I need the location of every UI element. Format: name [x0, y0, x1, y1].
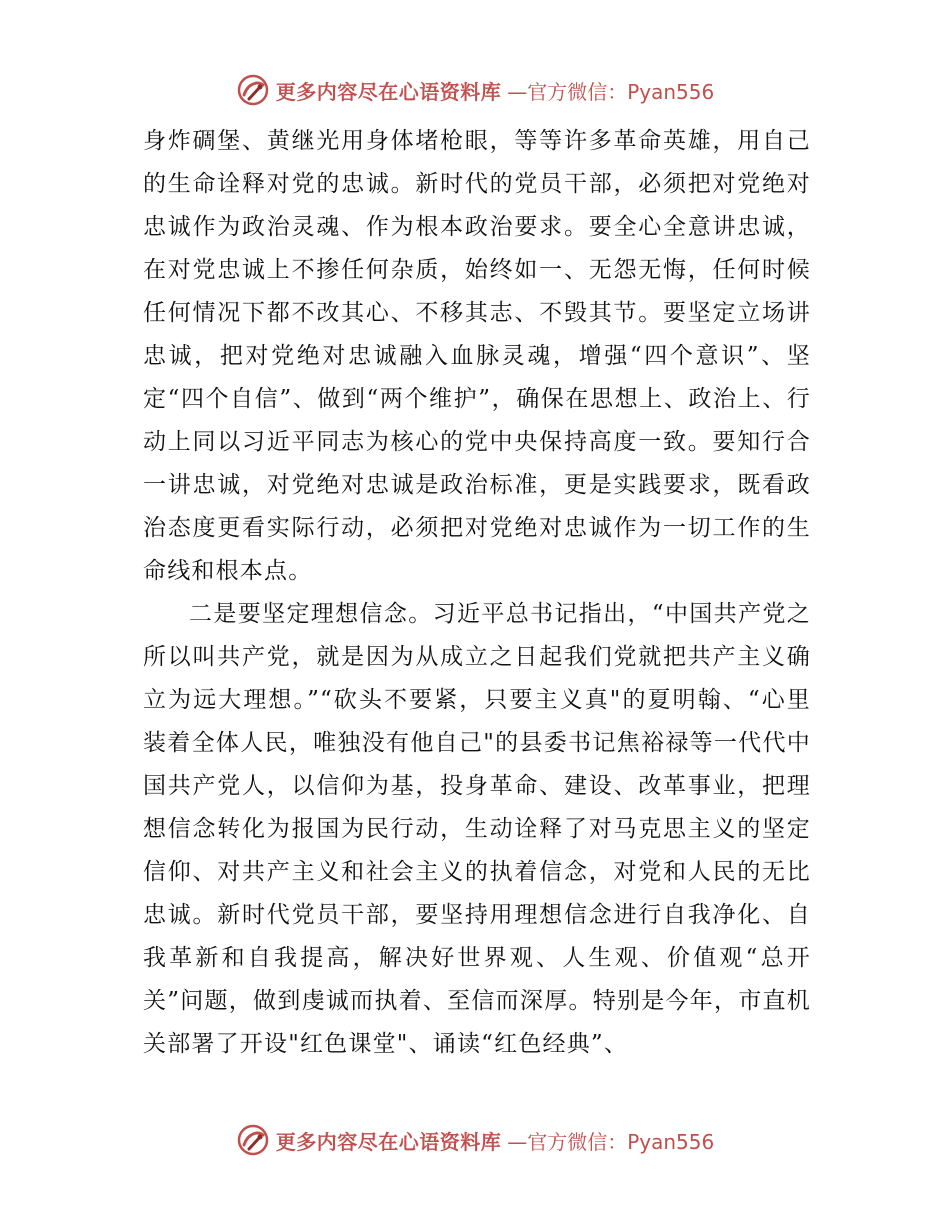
header-contact-text: —官方微信：Pyan556 [507, 79, 715, 104]
footer-contact-text: —官方微信：Pyan556 [507, 1129, 715, 1154]
document-body [143, 120, 811, 1066]
header-watermark [0, 70, 950, 110]
header-brand-text: 更多内容尽在心语资料库 [275, 79, 502, 104]
brand-logo-icon [236, 1123, 270, 1157]
paragraph-2: 二是要坚定理想信念。习近平总书记指出，“中国共产党之所以叫共产党，就是因为从成立之日起我们党就把共产主义确立为远大理想。”“砍头不要紧，只要主义真"的夏明翰、“心里装着全体人民，唯独没有他自己"的县委书记焦裕禄等一代代中国共产党人，以信仰为基，投身革命、建设、改革事业，把理想信念转化为报国为民行动，生动诠释了对马克思主义的坚定信仰、对共产主义和社会主义的执着信念，对党和人民的无比忠诚。新时代党员干部，要坚持用理想信念进行自我净化、自我革新和自我提高，解决好世界观、人生观、价值观“总开关”问题，做到虔诚而执着、至信而深厚。特别是今年，市直机关部署了开设"红色课堂"、诵读“红色经典”、 [143, 601, 811, 1057]
brand-logo-icon [236, 73, 270, 107]
footer-brand-text: 更多内容尽在心语资料库 [275, 1129, 502, 1154]
footer-watermark [0, 1120, 950, 1160]
paragraph-1: 身炸碉堡、黄继光用身体堵枪眼，等等许多革命英雄，用自己的生命诠释对党的忠诚。新时代的党员干部，必须把对党绝对忠诚作为政治灵魂、作为根本政治要求。要全心全意讲忠诚，在对党忠诚上不掺任何杂质，始终如一、无怨无悔，任何时候任何情况下都不改其心、不移其志、不毁其节。要坚定立场讲忠诚，把对党绝对忠诚融入血脉灵魂，增强“四个意识”、坚定“四个自信”、做到“两个维护”，确保在思想上、政治上、行动上同以习近平同志为核心的党中央保持高度一致。要知行合一讲忠诚，对党绝对忠诚是政治标准，更是实践要求，既看政治态度更看实际行动，必须把对党绝对忠诚作为一切工作的生命线和根本点。 [143, 128, 811, 584]
